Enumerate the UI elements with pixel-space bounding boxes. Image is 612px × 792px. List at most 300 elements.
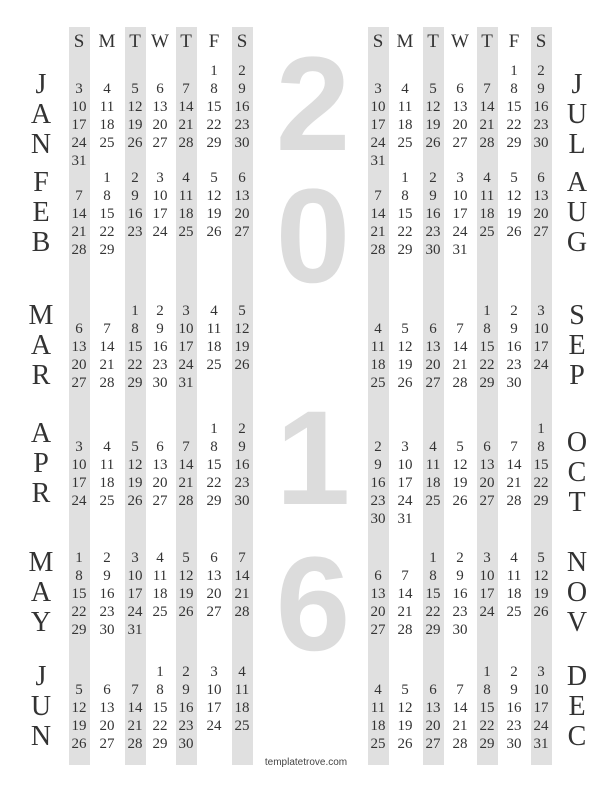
calendar-day: 13: [479, 457, 495, 473]
calendar-day: 9: [374, 457, 382, 473]
calendar-day: 11: [178, 188, 194, 204]
calendar-day: 5: [537, 550, 545, 566]
calendar-day: 17: [397, 475, 413, 491]
weekday-header: S: [535, 31, 547, 52]
month-name-nov-letter: O: [566, 577, 588, 608]
calendar-day: 18: [178, 206, 194, 222]
calendar-day: 6: [156, 439, 164, 455]
calendar-day: 31: [452, 242, 468, 258]
calendar-day: 11: [397, 99, 413, 115]
calendar-day: 21: [234, 586, 250, 602]
calendar-day: 2: [537, 63, 545, 79]
calendar-day: 21: [178, 475, 194, 491]
year-digit: 0: [275, 162, 351, 311]
calendar-day: 5: [456, 439, 464, 455]
calendar-day: 23: [370, 493, 386, 509]
calendar-day: 6: [429, 682, 437, 698]
calendar-day: 22: [152, 718, 168, 734]
calendar-day: 9: [456, 568, 464, 584]
calendar-day: 5: [238, 303, 246, 319]
calendar-day: 21: [452, 357, 468, 373]
calendar-day: 31: [71, 153, 87, 169]
calendar-day: 26: [71, 736, 87, 752]
calendar-day: 9: [537, 81, 545, 97]
calendar-day: 9: [238, 439, 246, 455]
calendar-day: 24: [397, 493, 413, 509]
calendar-day: 7: [103, 321, 111, 337]
calendar-day: 20: [99, 718, 115, 734]
calendar-day: 26: [178, 604, 194, 620]
calendar-day: 22: [479, 718, 495, 734]
month-name-may-letter: A: [30, 577, 52, 608]
month-name-jun-letter: U: [30, 691, 52, 722]
calendar-day: 7: [131, 682, 139, 698]
calendar-day: 8: [537, 439, 545, 455]
calendar-day: 3: [483, 550, 491, 566]
calendar-day: 13: [425, 339, 441, 355]
calendar-day: 13: [99, 700, 115, 716]
calendar-day: 18: [479, 206, 495, 222]
calendar-day: 12: [234, 321, 250, 337]
calendar-day: 10: [178, 321, 194, 337]
month-name-jan-letter: A: [30, 99, 52, 130]
calendar-day: 18: [425, 475, 441, 491]
calendar-day: 25: [152, 604, 168, 620]
calendar-day: 25: [370, 375, 386, 391]
calendar-day: 7: [182, 439, 190, 455]
calendar-day: 20: [479, 475, 495, 491]
calendar-day: 7: [456, 682, 464, 698]
calendar-day: 26: [127, 135, 143, 151]
calendar-day: 21: [99, 357, 115, 373]
calendar-day: 5: [210, 170, 218, 186]
calendar-day: 30: [506, 736, 522, 752]
calendar-day: 16: [178, 700, 194, 716]
calendar-day: 2: [131, 170, 139, 186]
calendar-day: 6: [210, 550, 218, 566]
calendar-day: 17: [206, 700, 222, 716]
calendar-day: 25: [99, 493, 115, 509]
month-name-oct-letter: T: [568, 487, 586, 518]
calendar-day: 10: [533, 682, 549, 698]
calendar-day: 31: [127, 622, 143, 638]
calendar-day: 27: [234, 224, 250, 240]
calendar-day: 4: [238, 664, 246, 680]
month-name-may-letter: M: [28, 547, 54, 578]
calendar-day: 2: [238, 421, 246, 437]
calendar-day: 19: [397, 718, 413, 734]
calendar-day: 26: [506, 224, 522, 240]
calendar-day: 30: [99, 622, 115, 638]
calendar-day: 19: [234, 339, 250, 355]
calendar-day: 29: [99, 242, 115, 258]
calendar-day: 19: [127, 475, 143, 491]
year-digit: 1: [275, 384, 351, 533]
calendar-day: 26: [127, 493, 143, 509]
weekday-header: M: [98, 31, 116, 52]
calendar-day: 15: [99, 206, 115, 222]
calendar-day: 3: [210, 664, 218, 680]
calendar-day: 5: [131, 81, 139, 97]
calendar-day: 17: [452, 206, 468, 222]
calendar-day: 27: [425, 736, 441, 752]
calendar-day: 5: [75, 682, 83, 698]
calendar-day: 6: [75, 321, 83, 337]
calendar-day: 10: [127, 568, 143, 584]
month-name-jul-letter: L: [568, 129, 586, 160]
calendar-day: 15: [206, 457, 222, 473]
calendar-day: 27: [425, 375, 441, 391]
calendar-day: 28: [234, 604, 250, 620]
calendar-day: 8: [210, 81, 218, 97]
calendar-day: 15: [479, 700, 495, 716]
calendar-day: 20: [152, 117, 168, 133]
calendar-day: 22: [397, 224, 413, 240]
calendar-day: 5: [182, 550, 190, 566]
calendar-day: 14: [506, 457, 522, 473]
calendar-day: 29: [479, 736, 495, 752]
calendar-day: 4: [429, 439, 437, 455]
calendar-day: 26: [425, 135, 441, 151]
calendar-day: 5: [401, 321, 409, 337]
calendar-day: 22: [506, 117, 522, 133]
calendar-day: 5: [429, 81, 437, 97]
footer-url: templatetrove.com: [264, 757, 348, 768]
calendar-day: 16: [506, 339, 522, 355]
month-name-sep-letter: S: [569, 300, 585, 331]
calendar-day: 30: [533, 135, 549, 151]
calendar-day: 2: [103, 550, 111, 566]
calendar-day: 19: [178, 586, 194, 602]
calendar-day: 5: [131, 439, 139, 455]
calendar-day: 2: [429, 170, 437, 186]
calendar-day: 20: [533, 206, 549, 222]
month-name-jun-letter: J: [35, 661, 47, 692]
year-digit: 6: [275, 530, 351, 679]
calendar-day: 30: [152, 375, 168, 391]
calendar-day: 6: [456, 81, 464, 97]
calendar-day: 30: [234, 135, 250, 151]
calendar-day: 19: [206, 206, 222, 222]
year-digit: 2: [275, 30, 351, 179]
calendar-day: 12: [397, 339, 413, 355]
month-name-apr-letter: R: [31, 478, 51, 509]
calendar-day: 29: [71, 622, 87, 638]
calendar-day: 23: [533, 117, 549, 133]
calendar-day: 2: [374, 439, 382, 455]
calendar-day: 4: [156, 550, 164, 566]
calendar-day: 19: [71, 718, 87, 734]
calendar-day: 25: [506, 604, 522, 620]
calendar-day: 28: [370, 242, 386, 258]
calendar-day: 6: [103, 682, 111, 698]
month-name-feb-letter: B: [31, 227, 51, 258]
calendar-day: 20: [71, 357, 87, 373]
calendar-day: 6: [156, 81, 164, 97]
weekday-header: W: [451, 31, 469, 52]
calendar-day: 18: [370, 718, 386, 734]
calendar-day: 6: [429, 321, 437, 337]
calendar-day: 28: [479, 135, 495, 151]
calendar-day: 3: [374, 81, 382, 97]
calendar-day: 13: [234, 188, 250, 204]
calendar-day: 2: [182, 664, 190, 680]
calendar-day: 13: [452, 99, 468, 115]
calendar-day: 30: [234, 493, 250, 509]
calendar-day: 4: [374, 321, 382, 337]
calendar-day: 13: [206, 568, 222, 584]
calendar-day: 3: [537, 664, 545, 680]
calendar-day: 20: [152, 475, 168, 491]
calendar-day: 15: [206, 99, 222, 115]
calendar-day: 8: [75, 568, 83, 584]
calendar-day: 15: [425, 586, 441, 602]
calendar-day: 1: [429, 550, 437, 566]
calendar-day: 28: [127, 736, 143, 752]
calendar-day: 24: [127, 604, 143, 620]
calendar-day: 7: [75, 188, 83, 204]
calendar-day: 22: [206, 475, 222, 491]
weekday-header: F: [208, 31, 220, 52]
month-name-aug-letter: G: [566, 227, 588, 258]
calendar-day: 25: [425, 493, 441, 509]
calendar-day: 23: [452, 604, 468, 620]
month-name-jan-letter: N: [30, 129, 52, 160]
calendar-day: 1: [156, 664, 164, 680]
calendar-day: 9: [182, 682, 190, 698]
calendar-day: 22: [425, 604, 441, 620]
calendar-day: 28: [178, 135, 194, 151]
calendar-day: 23: [234, 117, 250, 133]
calendar-day: 11: [425, 457, 441, 473]
calendar-day: 20: [206, 586, 222, 602]
calendar-day: 13: [152, 99, 168, 115]
calendar-day: 2: [456, 550, 464, 566]
calendar-day: 2: [156, 303, 164, 319]
calendar-day: 20: [425, 718, 441, 734]
calendar-day: 23: [425, 224, 441, 240]
calendar-day: 20: [452, 117, 468, 133]
weekday-header: S: [372, 31, 384, 52]
calendar-day: 28: [452, 736, 468, 752]
calendar-day: 28: [397, 622, 413, 638]
calendar-day: 9: [429, 188, 437, 204]
calendar-day: 14: [397, 586, 413, 602]
calendar-day: 11: [206, 321, 222, 337]
calendar-day: 4: [210, 303, 218, 319]
calendar-day: 24: [71, 135, 87, 151]
calendar-day: 8: [429, 568, 437, 584]
calendar-day: 4: [103, 439, 111, 455]
calendar-day: 30: [506, 375, 522, 391]
calendar-day: 21: [452, 718, 468, 734]
calendar-day: 1: [131, 303, 139, 319]
calendar-day: 31: [533, 736, 549, 752]
calendar-day: 21: [479, 117, 495, 133]
weekday-header: T: [481, 31, 493, 52]
calendar-day: 11: [234, 682, 250, 698]
calendar-day: 7: [401, 568, 409, 584]
calendar-day: 16: [127, 206, 143, 222]
calendar-day: 17: [152, 206, 168, 222]
calendar-day: 21: [127, 718, 143, 734]
calendar-day: 6: [537, 170, 545, 186]
calendar-day: 8: [103, 188, 111, 204]
calendar-day: 10: [71, 99, 87, 115]
calendar-day: 10: [397, 457, 413, 473]
calendar-day: 27: [370, 622, 386, 638]
month-name-sep-letter: E: [568, 330, 586, 361]
calendar-day: 8: [210, 439, 218, 455]
calendar-day: 4: [401, 81, 409, 97]
calendar-day: 31: [178, 375, 194, 391]
calendar-day: 1: [210, 63, 218, 79]
month-name-may-letter: Y: [30, 607, 52, 638]
calendar-day: 9: [156, 321, 164, 337]
calendar-day: 21: [506, 475, 522, 491]
weekday-header: S: [236, 31, 248, 52]
calendar-day: 13: [425, 700, 441, 716]
calendar-day: 22: [71, 604, 87, 620]
calendar-day: 10: [152, 188, 168, 204]
month-name-dec-letter: D: [566, 661, 588, 692]
calendar-day: 26: [533, 604, 549, 620]
calendar-day: 12: [425, 99, 441, 115]
calendar-day: 28: [452, 375, 468, 391]
calendar-day: 11: [99, 457, 115, 473]
calendar-day: 13: [152, 457, 168, 473]
calendar-day: 8: [156, 682, 164, 698]
calendar-day: 24: [206, 718, 222, 734]
calendar-day: 14: [71, 206, 87, 222]
calendar-day: 18: [99, 475, 115, 491]
month-name-mar-letter: R: [31, 360, 51, 391]
calendar-day: 3: [401, 439, 409, 455]
weekday-header: T: [129, 31, 141, 52]
calendar-day: 1: [537, 421, 545, 437]
calendar-day: 6: [374, 568, 382, 584]
calendar-day: 24: [370, 135, 386, 151]
calendar-day: 22: [206, 117, 222, 133]
calendar-day: 19: [127, 117, 143, 133]
month-name-jul-letter: J: [571, 69, 583, 100]
calendar-day: 19: [425, 117, 441, 133]
calendar-day: 18: [152, 586, 168, 602]
calendar-day: 16: [533, 99, 549, 115]
month-name-oct-letter: O: [566, 427, 588, 458]
calendar-day: 8: [483, 682, 491, 698]
calendar-day: 29: [206, 135, 222, 151]
calendar-day: 14: [479, 99, 495, 115]
calendar-day: 30: [425, 242, 441, 258]
month-name-apr-letter: P: [33, 448, 49, 479]
calendar-day: 18: [397, 117, 413, 133]
calendar-day: 8: [131, 321, 139, 337]
calendar-day: 11: [479, 188, 495, 204]
calendar-day: 27: [71, 375, 87, 391]
calendar-day: 12: [533, 568, 549, 584]
calendar-day: 25: [479, 224, 495, 240]
calendar-day: 13: [71, 339, 87, 355]
calendar-day: 1: [103, 170, 111, 186]
calendar-day: 2: [238, 63, 246, 79]
calendar-day: 12: [506, 188, 522, 204]
calendar-day: 7: [456, 321, 464, 337]
calendar-day: 2: [510, 664, 518, 680]
calendar-day: 4: [103, 81, 111, 97]
month-name-apr-letter: A: [30, 418, 52, 449]
calendar-day: 30: [452, 622, 468, 638]
calendar-day: 26: [452, 493, 468, 509]
calendar-day: 4: [510, 550, 518, 566]
calendar-day: 29: [425, 622, 441, 638]
weekday-header: T: [427, 31, 439, 52]
calendar-day: 17: [178, 339, 194, 355]
calendar-day: 8: [510, 81, 518, 97]
calendar-day: 10: [452, 188, 468, 204]
calendar-day: 1: [483, 303, 491, 319]
calendar-day: 12: [206, 188, 222, 204]
calendar-day: 28: [71, 242, 87, 258]
calendar-day: 19: [506, 206, 522, 222]
month-name-jul-letter: U: [566, 99, 588, 130]
calendar-day: 23: [99, 604, 115, 620]
month-name-feb-letter: E: [32, 197, 50, 228]
calendar-day: 23: [234, 475, 250, 491]
calendar-day: 16: [152, 339, 168, 355]
calendar-day: 12: [127, 457, 143, 473]
calendar-day: 14: [127, 700, 143, 716]
calendar-day: 14: [452, 339, 468, 355]
calendar-day: 27: [99, 736, 115, 752]
calendar-day: 16: [452, 586, 468, 602]
calendar-day: 9: [238, 81, 246, 97]
calendar-day: 3: [75, 81, 83, 97]
calendar-day: 19: [452, 475, 468, 491]
calendar-day: 25: [397, 135, 413, 151]
calendar-day: 16: [99, 586, 115, 602]
calendar-day: 21: [178, 117, 194, 133]
calendar-day: 28: [506, 493, 522, 509]
calendar-day: 25: [206, 357, 222, 373]
month-name-mar-letter: A: [30, 330, 52, 361]
calendar-day: 27: [452, 135, 468, 151]
calendar-day: 31: [370, 153, 386, 169]
calendar-day: 27: [533, 224, 549, 240]
calendar-day: 4: [483, 170, 491, 186]
calendar-day: 1: [510, 63, 518, 79]
calendar-day: 3: [182, 303, 190, 319]
calendar-day: 5: [510, 170, 518, 186]
calendar-day: 17: [127, 586, 143, 602]
calendar-day: 26: [234, 357, 250, 373]
calendar-day: 10: [370, 99, 386, 115]
calendar-day: 26: [397, 375, 413, 391]
calendar-day: 11: [370, 700, 386, 716]
month-name-jan-letter: J: [35, 69, 47, 100]
calendar-day: 7: [374, 188, 382, 204]
calendar-day: 15: [506, 99, 522, 115]
weekday-header: T: [180, 31, 192, 52]
calendar-day: 14: [234, 568, 250, 584]
calendar-day: 22: [127, 357, 143, 373]
calendar-day: 15: [127, 339, 143, 355]
calendar-day: 9: [131, 188, 139, 204]
calendar-day: 22: [533, 475, 549, 491]
calendar-day: 3: [156, 170, 164, 186]
calendar-day: 13: [533, 188, 549, 204]
calendar-day: 16: [506, 700, 522, 716]
